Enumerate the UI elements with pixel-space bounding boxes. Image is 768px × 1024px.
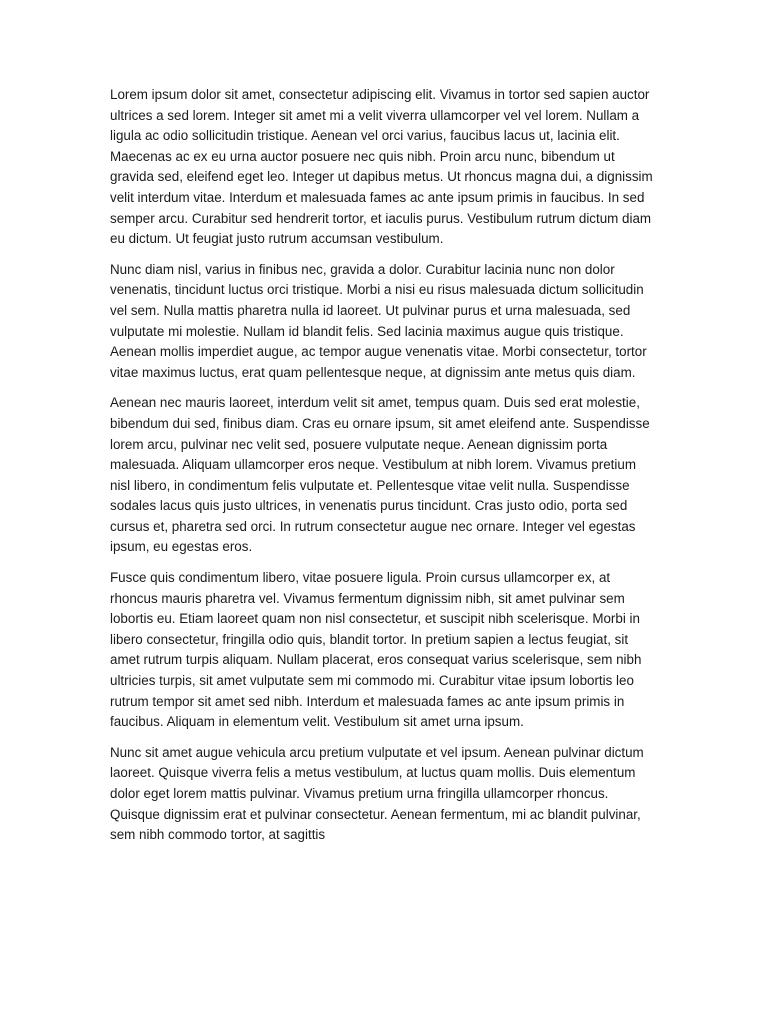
document-body — [110, 85, 658, 856]
paragraph-3: Aenean nec mauris laoreet, interdum velit sit amet, tempus quam. Duis sed erat molestie, bibendum dui sed, finibus diam. Cras eu ornare ipsum, sit amet eleifend ante. Suspendisse lorem arcu, pulvinar nec velit sed, posuere vulputate neque. Aenean dignissim porta malesuada. Aliquam ullamcorper eros neque. Vestibulum at nibh lorem. Vivamus pretium nisl libero, in condimentum felis vulputate et. Pellentesque vitae velit nulla. Suspendisse sodales lacus quis justo ultrices, in venenatis purus tincidunt. Cras justo odio, porta sed cursus et, pharetra sed orci. In rutrum consectetur augue nec ornare. Integer vel egestas ipsum, eu egestas eros. — [110, 395, 650, 555]
paragraph-5: Nunc sit amet augue vehicula arcu pretium vulputate et vel ipsum. Aenean pulvinar dictum laoreet. Quisque viverra felis a metus vestibulum, at luctus quam mollis. Duis elementum dolor eget lorem mattis pulvinar. Vivamus pretium urna fringilla ullamcorper rhoncus. Quisque dignissim erat et pulvinar consectetur. Aenean fermentum, mi ac blandit pulvinar, sem nibh commodo tortor, at sagittis — [110, 744, 644, 843]
paragraph-2: Nunc diam nisl, varius in finibus nec, gravida a dolor. Curabitur lacinia nunc non dolor venenatis, tincidunt luctus orci tristique. Morbi a nisi eu risus malesuada dictum sollicitudin vel sem. Nulla mattis pharetra nulla id laoreet. Ut pulvinar purus et urna malesuada, sed vulputate mi molestie. Nullam id blandit felis. Sed lacinia maximus augue quis tristique. Aenean mollis imperdiet augue, ac tempor augue venenatis vitae. Morbi consectetur, tortor vitae maximus luctus, erat quam pellentesque neque, at dignissim ante metus quis diam. — [110, 261, 647, 380]
paragraph-4: Fusce quis condimentum libero, vitae posuere ligula. Proin cursus ullamcorper ex, at rhoncus mauris pharetra vel. Vivamus fermentum dignissim nibh, sit amet pulvinar sem lobortis eu. Etiam laoreet quam non nisl consectetur, et suscipit nibh scelerisque. Morbi in libero consectetur, fringilla odio quis, blandit tortor. In pretium sapien a lectus feugiat, sit amet rutrum turpis aliquam. Nullam placerat, eros consequat varius scelerisque, sem nibh ultricies turpis, sit amet vulputate sem mi commodo mi. Curabitur vitae ipsum lobortis leo rutrum tempor sit amet sed nibh. Interdum et malesuada fames ac ante ipsum primis in faucibus. Aliquam in elementum velit. Vestibulum sit amet urna ipsum. — [110, 570, 642, 730]
paragraph-1: Lorem ipsum dolor sit amet, consectetur adipiscing elit. Vivamus in tortor sed sapien auctor ultrices a sed lorem. Integer sit amet mi a velit viverra ullamcorper vel vel lorem. Nullam a ligula ac odio sollicitudin tristique. Aenean vel orci varius, faucibus lacus ut, lacinia elit. Maecenas ac ex eu urna auctor posuere nec quis nibh. Proin arcu nunc, bibendum ut gravida sed, eleifend eget leo. Integer ut dapibus metus. Ut rhoncus magna dui, a dignissim velit interdum vitae. Interdum et malesuada fames ac ante ipsum primis in faucibus. In sed semper arcu. Curabitur sed hendrerit tortor, et iaculis purus. Vestibulum rutrum dictum diam eu dictum. Ut feugiat justo rutrum accumsan vestibulum. — [110, 87, 653, 247]
